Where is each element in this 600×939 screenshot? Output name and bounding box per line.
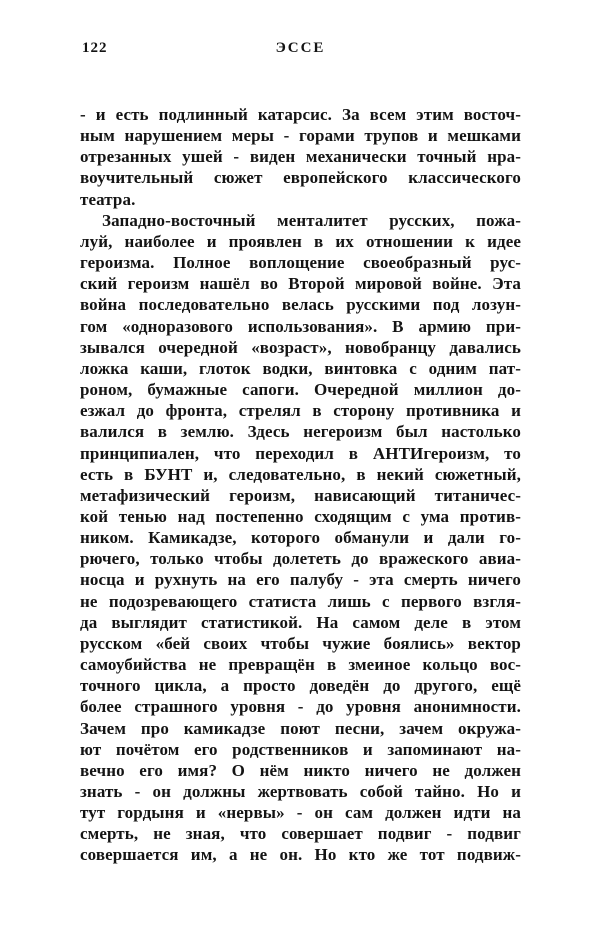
page-content — [80, 40, 521, 866]
page-header — [80, 40, 521, 58]
page-number: 122 — [82, 40, 108, 56]
text-line: вечно его имя? О нём никто ничего не должен — [80, 760, 521, 780]
text-line: есть в БУНТ и, следовательно, в некий сюжетный, — [80, 464, 521, 484]
text-line: самоубийства не превращён в змеиное кольцо вос- — [80, 655, 521, 675]
paragraph — [80, 104, 521, 210]
text-line: ют почётом его родственников и запоминают на- — [80, 739, 521, 759]
running-head: ЭССЕ — [275, 40, 326, 56]
text-line: героизма. Полное воплощение своеобразный рус- — [80, 253, 521, 273]
text-line: зывался очередной «возраст», новобранцу давались — [80, 337, 521, 357]
text-line: совершается им, а не он. Но кто же тот подвиж- — [80, 845, 521, 865]
text-line: метафизический героизм, нависающий титаничес- — [80, 485, 521, 505]
body-text — [80, 104, 521, 866]
text-line: ложка каши, глоток водки, винтовка с одним пат- — [80, 358, 521, 378]
paragraph — [80, 210, 521, 866]
text-line: не подозревающего статиста лишь с первого взгля- — [80, 591, 521, 611]
text-line: Зачем про камикадзе поют песни, зачем окружа- — [80, 718, 521, 738]
text-line: ником. Камикадзе, которого обманули и дали го- — [80, 528, 521, 548]
text-line: смерть, не зная, что совершает подвиг - подвиг — [80, 824, 521, 844]
text-line: гом «одноразового использования». В армию при- — [80, 316, 521, 336]
text-line: воучительный сюжет европейского классического — [80, 168, 521, 188]
text-line: луй, наиболее и проявлен в их отношении к идее — [80, 231, 521, 251]
text-line: Западно-восточный менталитет русских, пожа- — [102, 210, 521, 230]
text-line: точного цикла, а просто доведён до другого, ещё — [80, 676, 521, 696]
text-line: носца и рухнуть на его палубу - эта смерть ничего — [80, 570, 521, 590]
text-line: валился в землю. Здесь негероизм был настолько — [80, 422, 521, 442]
text-line: война последовательно велась русскими под лозун- — [80, 295, 521, 315]
text-line: езжал до фронта, стрелял в сторону противника и — [80, 401, 521, 421]
text-line: ский героизм нашёл во Второй мировой войне. Эта — [80, 274, 521, 294]
text-line: принципиален, что переходил в АНТИгероизм, то — [80, 443, 521, 463]
text-line: кой тенью над постепенно сходящим с ума против- — [80, 506, 521, 526]
text-line: тут гордыня и «нервы» - он сам должен идти на — [80, 803, 521, 823]
text-line: - и есть подлинный катарсис. За всем этим восточ- — [80, 105, 521, 124]
text-line: знать - он должны жертвовать собой тайно. Но и — [80, 782, 521, 801]
text-line: театра. — [80, 189, 136, 209]
text-line: да выглядит статистикой. На самом деле в этом — [80, 612, 521, 632]
text-line: русском «бей своих чтобы чужие боялись» вектор — [80, 633, 521, 653]
text-line: рючего, только чтобы долететь до вражеского авиа- — [80, 549, 521, 569]
text-line: отрезанных ушей - виден механически точный нра- — [80, 147, 521, 167]
text-line: роном, бумажные сапоги. Очередной миллион до- — [80, 380, 521, 400]
text-line: более страшного уровня - до уровня анонимности. — [80, 697, 521, 717]
text-line: ным нарушением меры - горами трупов и мешками — [80, 126, 521, 146]
